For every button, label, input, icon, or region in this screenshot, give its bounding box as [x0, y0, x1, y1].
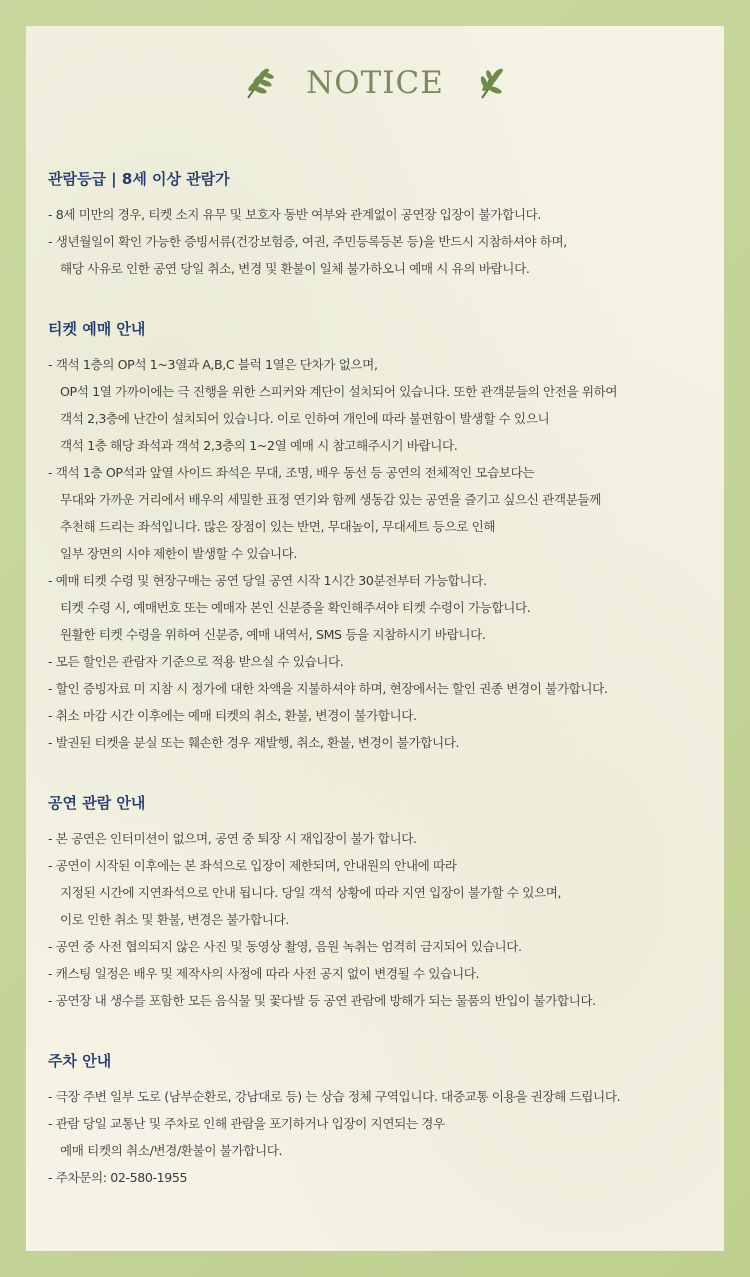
notice-line: - 캐스팅 일정은 배우 및 제작사의 사정에 따라 사전 공지 없이 변경될 수 있습니다.: [48, 966, 480, 981]
section-heading: 관람등급 | 8세 이상 관람가: [48, 170, 230, 188]
section-heading: 공연 관람 안내: [48, 794, 146, 812]
notice-line: - 생년월일이 확인 가능한 증빙서류(건강보험증, 여권, 주민등록등본 등)을 반드시 지참하셔야 하며,: [48, 234, 567, 249]
notice-line: - 객석 1층의 OP석 1~3열과 A,B,C 블럭 1열은 단차가 없으며,: [48, 357, 378, 372]
notice-line: - 공연 중 사전 협의되지 않은 사진 및 동영상 촬영, 음원 녹취는 엄격히 금지되어 있습니다.: [48, 939, 522, 954]
notice-line: - 극장 주변 일부 도로 (남부순환로, 강남대로 등) 는 상습 정체 구역입니다. 대중교통 이용을 권장해 드립니다.: [48, 1089, 621, 1104]
section-lines: [48, 201, 724, 282]
notice-line: - 객석 1층 OP석과 앞열 사이드 좌석은 무대, 조명, 배우 동선 등 공연의 전체적인 모습보다는: [48, 465, 535, 480]
section-lines: [48, 825, 724, 1014]
notice-paper: [26, 26, 724, 1251]
notice-line: 이로 인한 취소 및 환불, 변경은 불가합니다.: [60, 912, 289, 927]
section-performance-viewing: [48, 788, 724, 1014]
notice-line: - 공연이 시작된 이후에는 본 좌석으로 입장이 제한되며, 안내원의 안내에 따라: [48, 858, 457, 873]
notice-line: 객석 2,3층에 난간이 설치되어 있습니다. 이로 인하여 개인에 따라 불편함이 발생할 수 있으니: [60, 411, 550, 426]
notice-title: NOTICE: [306, 65, 444, 101]
notice-content: [48, 164, 724, 1191]
notice-line: 객석 1층 해당 좌석과 객석 2,3층의 1~2열 예매 시 참고해주시기 바랍니다.: [60, 438, 458, 453]
notice-line: - 관람 당일 교통난 및 주차로 인해 관람을 포기하거나 입장이 지연되는 경우: [48, 1116, 445, 1131]
section-heading: 티켓 예매 안내: [48, 320, 146, 338]
notice-line: 원활한 티켓 수령을 위하여 신분증, 예매 내역서, SMS 등을 지참하시기 바랍니다.: [60, 627, 486, 642]
notice-line: 해당 사유로 인한 공연 당일 취소, 변경 및 환불이 일체 불가하오니 예매 시 유의 바랍니다.: [60, 261, 530, 276]
leaf-left-icon: [244, 66, 274, 100]
notice-line: - 취소 마감 시간 이후에는 예매 티켓의 취소, 환불, 변경이 불가합니다.: [48, 708, 417, 723]
section-lines: [48, 351, 724, 756]
notice-line: - 공연장 내 생수를 포함한 모든 음식물 및 꽃다발 등 공연 관람에 방해가 되는 물품의 반입이 불가합니다.: [48, 993, 596, 1008]
leaf-right-icon: [476, 66, 506, 100]
notice-line: 추천해 드리는 좌석입니다. 많은 장점이 있는 반면, 무대높이, 무대세트 등으로 인해: [60, 519, 496, 534]
section-age-rating: [48, 164, 724, 282]
notice-line: - 발권된 티켓을 분실 또는 훼손한 경우 재발행, 취소, 환불, 변경이 불가합니다.: [48, 735, 460, 750]
section-parking: [48, 1046, 724, 1191]
notice-line: 지정된 시간에 지연좌석으로 안내 됩니다. 당일 객석 상황에 따라 지연 입장이 불가할 수 있으며,: [60, 885, 562, 900]
notice-line: 티켓 수령 시, 예매번호 또는 예매자 본인 신분증을 확인해주셔야 티켓 수령이 가능합니다.: [60, 600, 531, 615]
notice-line: - 모든 할인은 관람자 기준으로 적용 받으실 수 있습니다.: [48, 654, 344, 669]
notice-line: - 할인 증빙자료 미 지참 시 정가에 대한 차액을 지불하셔야 하며, 현장에서는 할인 권종 변경이 불가합니다.: [48, 681, 608, 696]
section-heading: 주차 안내: [48, 1052, 112, 1070]
notice-line: - 예매 티켓 수령 및 현장구매는 공연 당일 공연 시작 1시간 30분전부터 가능합니다.: [48, 573, 487, 588]
notice-line: OP석 1열 가까이에는 극 진행을 위한 스피커와 계단이 설치되어 있습니다. 또한 관객분들의 안전을 위하여: [60, 384, 618, 399]
section-ticket-booking: [48, 314, 724, 756]
section-lines: [48, 1083, 724, 1191]
notice-line: - 본 공연은 인터미션이 없으며, 공연 중 퇴장 시 재입장이 불가 합니다.: [48, 831, 417, 846]
notice-line: 일부 장면의 시야 제한이 발생할 수 있습니다.: [60, 546, 298, 561]
notice-line: 예매 티켓의 취소/변경/환불이 불가합니다.: [60, 1143, 283, 1158]
notice-header: [26, 60, 724, 106]
notice-line: - 8세 미만의 경우, 티켓 소지 유무 및 보호자 동반 여부와 관계없이 공연장 입장이 불가합니다.: [48, 207, 541, 222]
notice-line: 무대와 가까운 거리에서 배우의 세밀한 표정 연기와 함께 생동감 있는 공연을 즐기고 싶으신 관객분들께: [60, 492, 601, 507]
notice-line: - 주차문의: 02-580-1955: [48, 1170, 188, 1185]
